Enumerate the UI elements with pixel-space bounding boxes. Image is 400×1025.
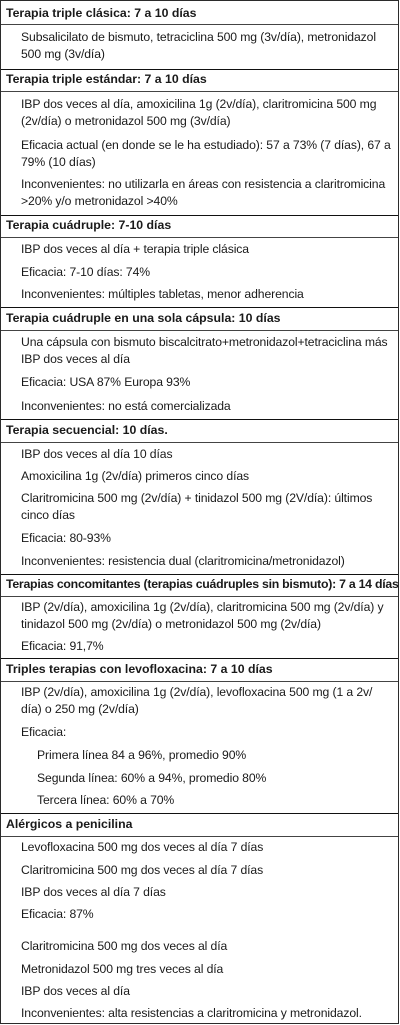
list-item: IBP dos veces al día 10 días: [21, 447, 173, 461]
list-item: IBP (2v/día), amoxicilina 1g (2v/día), levofloxacina 500 mg (1 a 2v/ día) o 250 mg (2v/día): [21, 685, 373, 716]
divider: [1, 330, 398, 331]
section-title: Terapias concomitantes (terapias cuádruples sin bismuto): 7 a 14 días: [6, 577, 399, 591]
list-item: IBP dos veces al día, amoxicilina 1g (2v/día), claritromicina 500 mg (2v/día) o metronidazol 500 mg (3v/día): [21, 97, 377, 128]
divider: [1, 681, 398, 682]
list-item: Inconvenientes: no utilizarla en áreas con resistencia a claritromicina >20% y/o metronidazol >40%: [21, 177, 386, 208]
section-title: Terapia secuencial: 10 días.: [6, 423, 168, 437]
list-item: Subsalicilato de bismuto, tetraciclina 500 mg (3v/día), metronidazol 500 mg (3v/día): [21, 30, 376, 61]
list-item: Claritromicina 500 mg dos veces al día 7 días: [21, 863, 264, 877]
list-item: IBP (2v/día), amoxicilina 1g (2v/día), claritromicina 500 mg (2v/día) y tinidazol 500 mg (2v/día) o metronidazol 500 mg (2v/día): [21, 600, 384, 631]
list-item: Eficacia:: [21, 725, 67, 739]
list-item: Una cápsula con bismuto biscalcitrato+metronidazol+tetraciclina más IBP dos veces al día: [21, 335, 388, 366]
list-item: Eficacia: 87%: [21, 907, 94, 921]
list-item: Eficacia actual (en donde se le ha estudiado): 57 a 73% (7 días), 67 a 79% (10 días): [21, 138, 391, 169]
list-item: Inconvenientes: resistencia dual (claritromicina/metronidazol): [21, 554, 345, 568]
list-item: IBP dos veces al día 7 días: [21, 885, 166, 899]
divider: [1, 24, 398, 25]
list-item: Amoxicilina 1g (2v/día) primeros cinco días: [21, 469, 250, 483]
section-title: Terapia triple estándar: 7 a 10 días: [6, 72, 207, 86]
list-item: Metronidazol 500 mg tres veces al día: [21, 962, 224, 976]
divider: [1, 215, 398, 216]
list-item: Eficacia: USA 87% Europa 93%: [21, 375, 191, 389]
list-item: Eficacia: 80-93%: [21, 531, 111, 545]
list-item: Inconvenientes: no está comercializada: [21, 399, 231, 413]
list-item: Eficacia: 91,7%: [21, 639, 104, 653]
list-item: Inconvenientes: múltiples tabletas, menor adherencia: [21, 287, 304, 301]
divider: [1, 574, 398, 575]
section-title: Terapia cuádruple: 7-10 días: [6, 218, 172, 232]
section-title: Terapia triple clásica: 7 a 10 días: [6, 6, 197, 20]
list-item: IBP dos veces al día + terapia triple clásica: [21, 242, 249, 256]
section-title: Alérgicos a penicilina: [6, 817, 133, 831]
list-item: Levofloxacina 500 mg dos veces al día 7 días: [21, 840, 264, 854]
divider: [1, 419, 398, 420]
divider: [1, 836, 398, 837]
section-title: Terapia cuádruple en una sola cápsula: 10 días: [6, 311, 281, 325]
divider: [1, 813, 398, 814]
list-item: IBP dos veces al día: [21, 984, 130, 998]
section-title: Triples terapias con levofloxacina: 7 a 10 días: [6, 662, 273, 676]
list-item: Claritromicina 500 mg dos veces al día: [21, 939, 228, 953]
sub-list-item: Tercera línea: 60% a 70%: [37, 793, 175, 807]
sub-list-item: Segunda línea: 60% a 94%, promedio 80%: [37, 771, 267, 785]
divider: [1, 69, 398, 70]
list-item: Claritromicina 500 mg (2v/día) + tinidazol 500 mg (2V/día): últimos cinco días: [21, 491, 373, 522]
divider: [1, 91, 398, 92]
divider: [1, 596, 398, 597]
divider: [1, 237, 398, 238]
list-item: Inconvenientes: alta resistencias a claritromicina y metronidazol.: [21, 1006, 362, 1020]
list-item: Eficacia: 7-10 días: 74%: [21, 265, 151, 279]
divider: [1, 658, 398, 659]
sub-list-item: Primera línea 84 a 96%, promedio 90%: [37, 748, 247, 762]
divider: [1, 307, 398, 308]
divider: [1, 442, 398, 443]
